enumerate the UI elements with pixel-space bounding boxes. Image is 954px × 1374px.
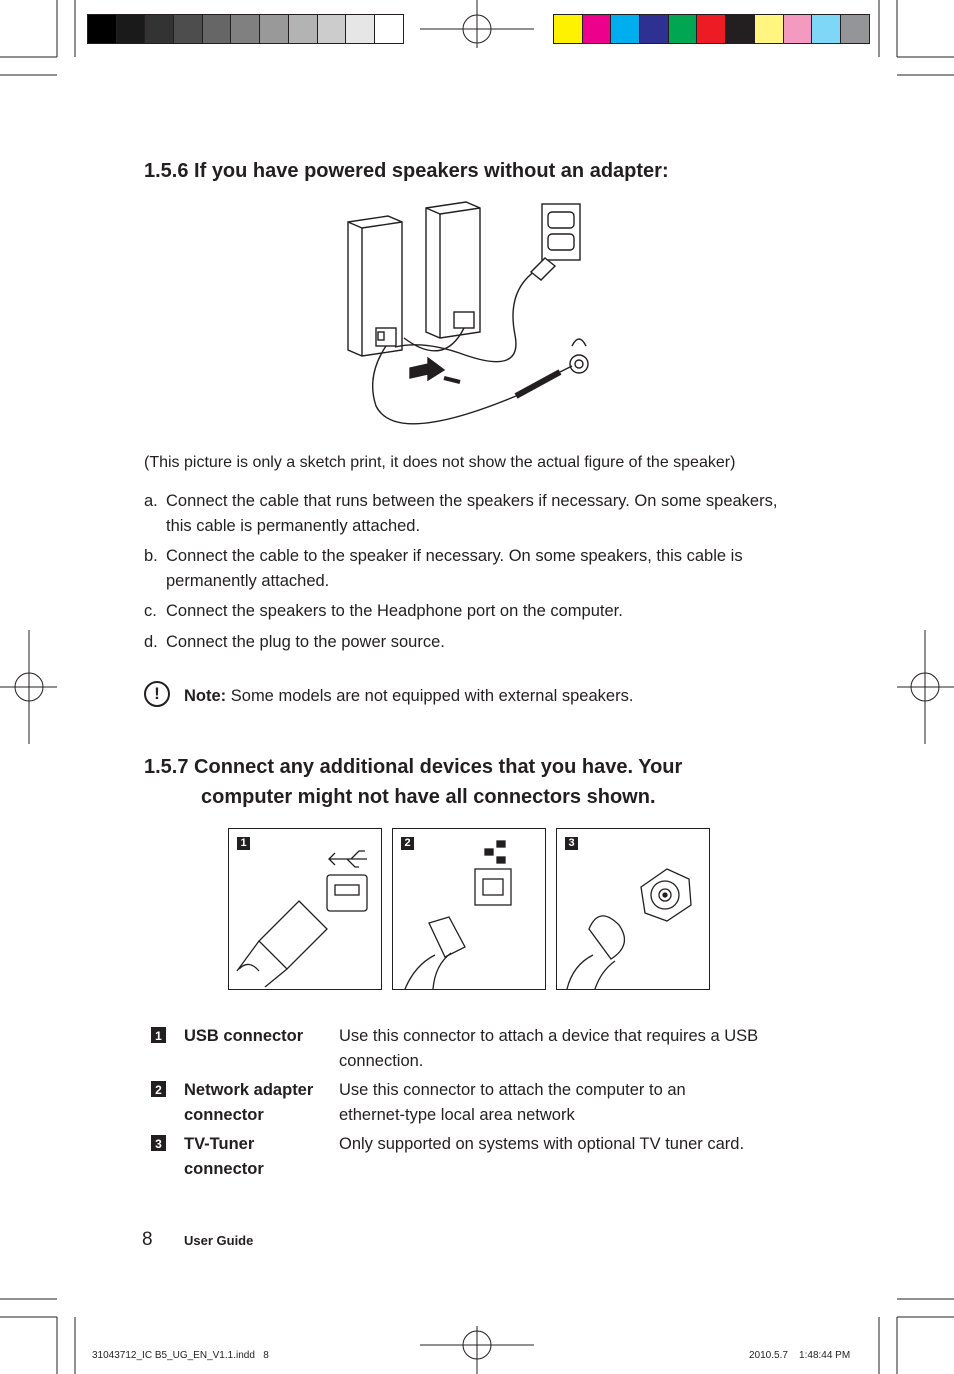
connector-description: Only supported on systems with optional TV tuner card. <box>339 1135 745 1153</box>
step-text: Connect the plug to the power source. <box>166 633 445 651</box>
tv-tuner-connector-illustration <box>557 829 709 989</box>
step-b <box>144 544 804 594</box>
timestamp-slug: 2010.5.7 1:48:44 PM <box>749 1350 851 1361</box>
network-connector-illustration <box>393 829 545 989</box>
connector-term: Network adapter connector <box>184 1081 314 1124</box>
step-text: Connect the cable that runs between the speakers if necessary. On some speakers, this cable is permanently attached. <box>166 492 778 535</box>
step-letter: a. <box>144 492 158 510</box>
note-label: Note: <box>184 687 227 705</box>
step-c <box>144 599 804 624</box>
footer-label: User Guide <box>184 1233 254 1248</box>
illustration-caption: (This picture is only a sketch print, it does not show the actual figure of the speaker) <box>144 454 736 471</box>
connector-number: 1 <box>151 1027 166 1043</box>
note-body: Some models are not equipped with external speakers. <box>226 687 634 705</box>
connector-term: USB connector <box>184 1027 304 1045</box>
step-a <box>144 489 804 539</box>
step-d <box>144 630 804 655</box>
step-letter: b. <box>144 547 158 565</box>
step-text: Connect the cable to the speaker if necessary. On some speakers, this cable is permanently attached. <box>166 547 743 590</box>
connector-description: Use this connector to attach the computer to an ethernet-type local area network <box>339 1081 686 1124</box>
panel-number: 1 <box>237 837 250 850</box>
step-letter: c. <box>144 602 157 620</box>
connector-description: Use this connector to attach a device that requires a USB connection. <box>339 1027 759 1070</box>
panel-number: 2 <box>401 837 414 850</box>
usb-connector-illustration <box>229 829 381 989</box>
step-letter: d. <box>144 633 158 651</box>
page-number: 8 <box>142 1229 153 1250</box>
panel-number: 3 <box>565 837 578 850</box>
network-connector-panel <box>392 828 546 990</box>
attention-icon: ! <box>144 681 170 707</box>
connector-term: TV-Tuner connector <box>184 1135 264 1178</box>
speaker-connection-illustration <box>340 200 600 430</box>
section-heading-additional-devices: 1.5.7 Connect any additional devices that you have. Your <box>144 756 683 778</box>
note-text <box>184 687 633 706</box>
connector-number: 3 <box>151 1135 166 1151</box>
tv-tuner-connector-panel <box>556 828 710 990</box>
usb-connector-panel <box>228 828 382 990</box>
file-slug: 31043712_IC B5_UG_EN_V1.1.indd 8 <box>92 1350 269 1361</box>
section-heading-powered-speakers: 1.5.6 If you have powered speakers without an adapter: <box>144 160 669 182</box>
section-heading-additional-devices-line2: computer might not have all connectors shown. <box>201 786 656 808</box>
connector-number: 2 <box>151 1081 166 1097</box>
step-text: Connect the speakers to the Headphone port on the computer. <box>166 602 623 620</box>
